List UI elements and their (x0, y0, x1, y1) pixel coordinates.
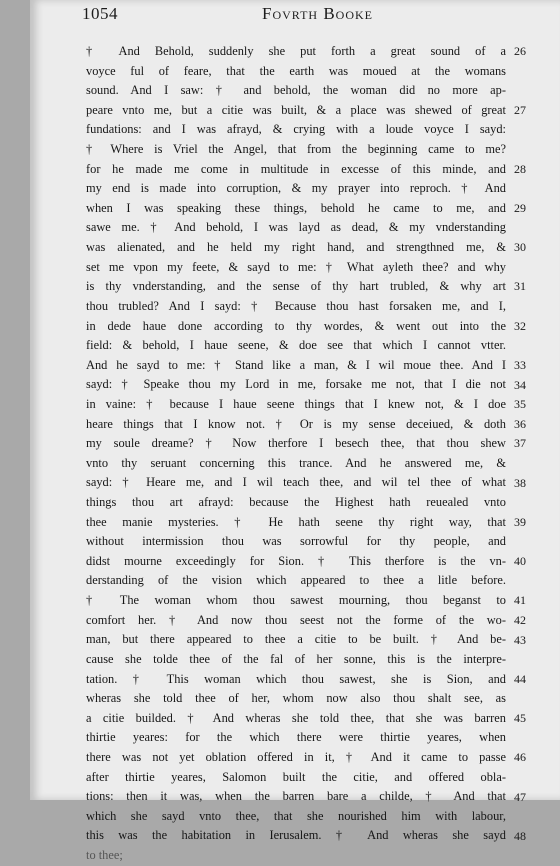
body-text (86, 42, 506, 866)
text-line: in dede haue done according to thy wordes, & went out into the (86, 318, 506, 333)
text-line: † Where is Vriel the Angel, that from the beginning came to me? (86, 142, 506, 157)
text-line: thirtie yeares: for the which there were thirtie yeares, when (86, 730, 506, 745)
text-line: sayd: † Speake thou my Lord in me, forsake me not, that I die not (86, 377, 506, 392)
text-line: thou trubled? And I sayd: † Because thou hast forsaken me, and I, (86, 298, 506, 313)
text-line: is thy vnderstanding, and the sense of thy hart trubled, & why art (86, 279, 506, 294)
verse-number: 33 (514, 357, 526, 372)
verse-number: 39 (514, 514, 526, 529)
page-number: 1054 (82, 4, 118, 23)
text-line: heare things that I know not. † Or is my sense deceiued, & doth (86, 416, 506, 431)
verse-number: 28 (514, 161, 526, 176)
verse-number: 44 (514, 671, 526, 686)
text-line: when I was speaking these things, behold he came to me, and (86, 200, 506, 215)
running-title: Fovrth Booke (262, 4, 373, 23)
text-line: derstanding of the vision which appeared to thee a litle before. (86, 573, 506, 588)
text-line: in vaine: † because I haue seene things that I knew not, & I doe (86, 396, 506, 411)
verse-number: 37 (514, 436, 526, 451)
text-line: my end is made into corruption, & my prayer into reproch. † And (86, 181, 506, 196)
text-line: wheras she told thee of her, whom now also thou shalt see, as (86, 691, 506, 706)
text-line: vnto thy seruant concerning this trance. And he answered me, & (86, 455, 506, 470)
text-line: was alienated, and he held my right hand, and strengthned me, & (86, 240, 506, 255)
text-line: after thirtie yeares, Salomon built the citie, and offered obla- (86, 769, 506, 784)
verse-number: 32 (514, 318, 526, 333)
text-line: sawe me. † And behold, I was layd as dead, & my vnderstanding (86, 220, 506, 235)
text-line: didst mourne exceedingly for Sion. † This therfore is the vn- (86, 553, 506, 568)
verse-number: 48 (514, 828, 526, 843)
verse-number: 30 (514, 240, 526, 255)
text-line: a citie builded. † And wheras she told thee, that she was barren (86, 710, 506, 725)
text-line: fundations: and I was afrayd, & crying with a loude voyce I sayd: (86, 122, 506, 137)
verse-number: 27 (514, 102, 526, 117)
verse-number: 34 (514, 377, 526, 392)
text-line: man, but there appeared to thee a citie to be built. † And be- (86, 632, 506, 647)
text-line: comfort her. † And now thou seest not the forme of the wo- (86, 612, 506, 627)
verse-number: 29 (514, 200, 526, 215)
text-line: peare vnto me, but a citie was built, & a place was shewed of great (86, 102, 506, 117)
book-page (30, 0, 560, 862)
text-line: voyce ful of feare, that the earth was moued at the womans (86, 63, 506, 78)
verse-number: 42 (514, 612, 526, 627)
text-line: sayd: † Heare me, and I wil teach thee, and wil tel thee of what (86, 475, 506, 490)
verse-number: 46 (514, 750, 526, 765)
text-line: set me vpon my feete, & sayd to me: † What ayleth thee? and why (86, 259, 506, 274)
text-line: cause she tolde thee of the fal of her sonne, this is the interpre- (86, 651, 506, 666)
text-line: tions: then it was, when the barren bare a childe, † And that (86, 789, 506, 804)
text-line: to thee; (86, 847, 123, 862)
text-line: which she sayd vnto thee, that she nourished him with labour, (86, 808, 506, 823)
verse-number: 41 (514, 593, 526, 608)
text-line: sound. And I saw: † and behold, the woman did no more ap- (86, 83, 506, 98)
text-line: there was not yet oblation offered in it, † And it came to passe (86, 749, 506, 764)
verse-number: 26 (514, 44, 526, 58)
verse-number: 43 (514, 632, 526, 647)
text-line: without intermission thou was sorrowful for thy people, and (86, 534, 506, 549)
text-line: things thou art afrayd: because the Highest hath reuealed vnto (86, 495, 506, 510)
text-line: this was the habitation in Ierusalem. † And wheras she sayd (86, 828, 506, 843)
text-line: † And Behold, suddenly she put forth a great sound of a (86, 44, 506, 58)
verse-number: 47 (514, 789, 526, 804)
text-line: tation. † This woman which thou sawest, she is Sion, and (86, 671, 506, 686)
verse-number: 45 (514, 711, 526, 726)
text-line: for he made me come in multitude in excesse of this minde, and (86, 161, 506, 176)
verse-number: 35 (514, 397, 526, 412)
text-line: And he sayd to me: † Stand like a man, & I wil moue thee. And I (86, 357, 506, 372)
verse-number: 38 (514, 475, 526, 490)
text-line: my soule dreame? † Now therfore I besech thee, that thou shew (86, 436, 506, 451)
page-header (82, 4, 530, 28)
text-line: thee manie mysteries. † He hath seene thy right way, that (86, 514, 506, 529)
text-line: † The woman whom thou sawest mourning, thou beganst to (86, 593, 506, 608)
text-line: field: & behold, I haue seene, & doe see that which I cannot vtter. (86, 338, 506, 353)
verse-number: 36 (514, 416, 526, 431)
verse-number: 31 (514, 279, 526, 294)
verse-number: 40 (514, 554, 526, 569)
